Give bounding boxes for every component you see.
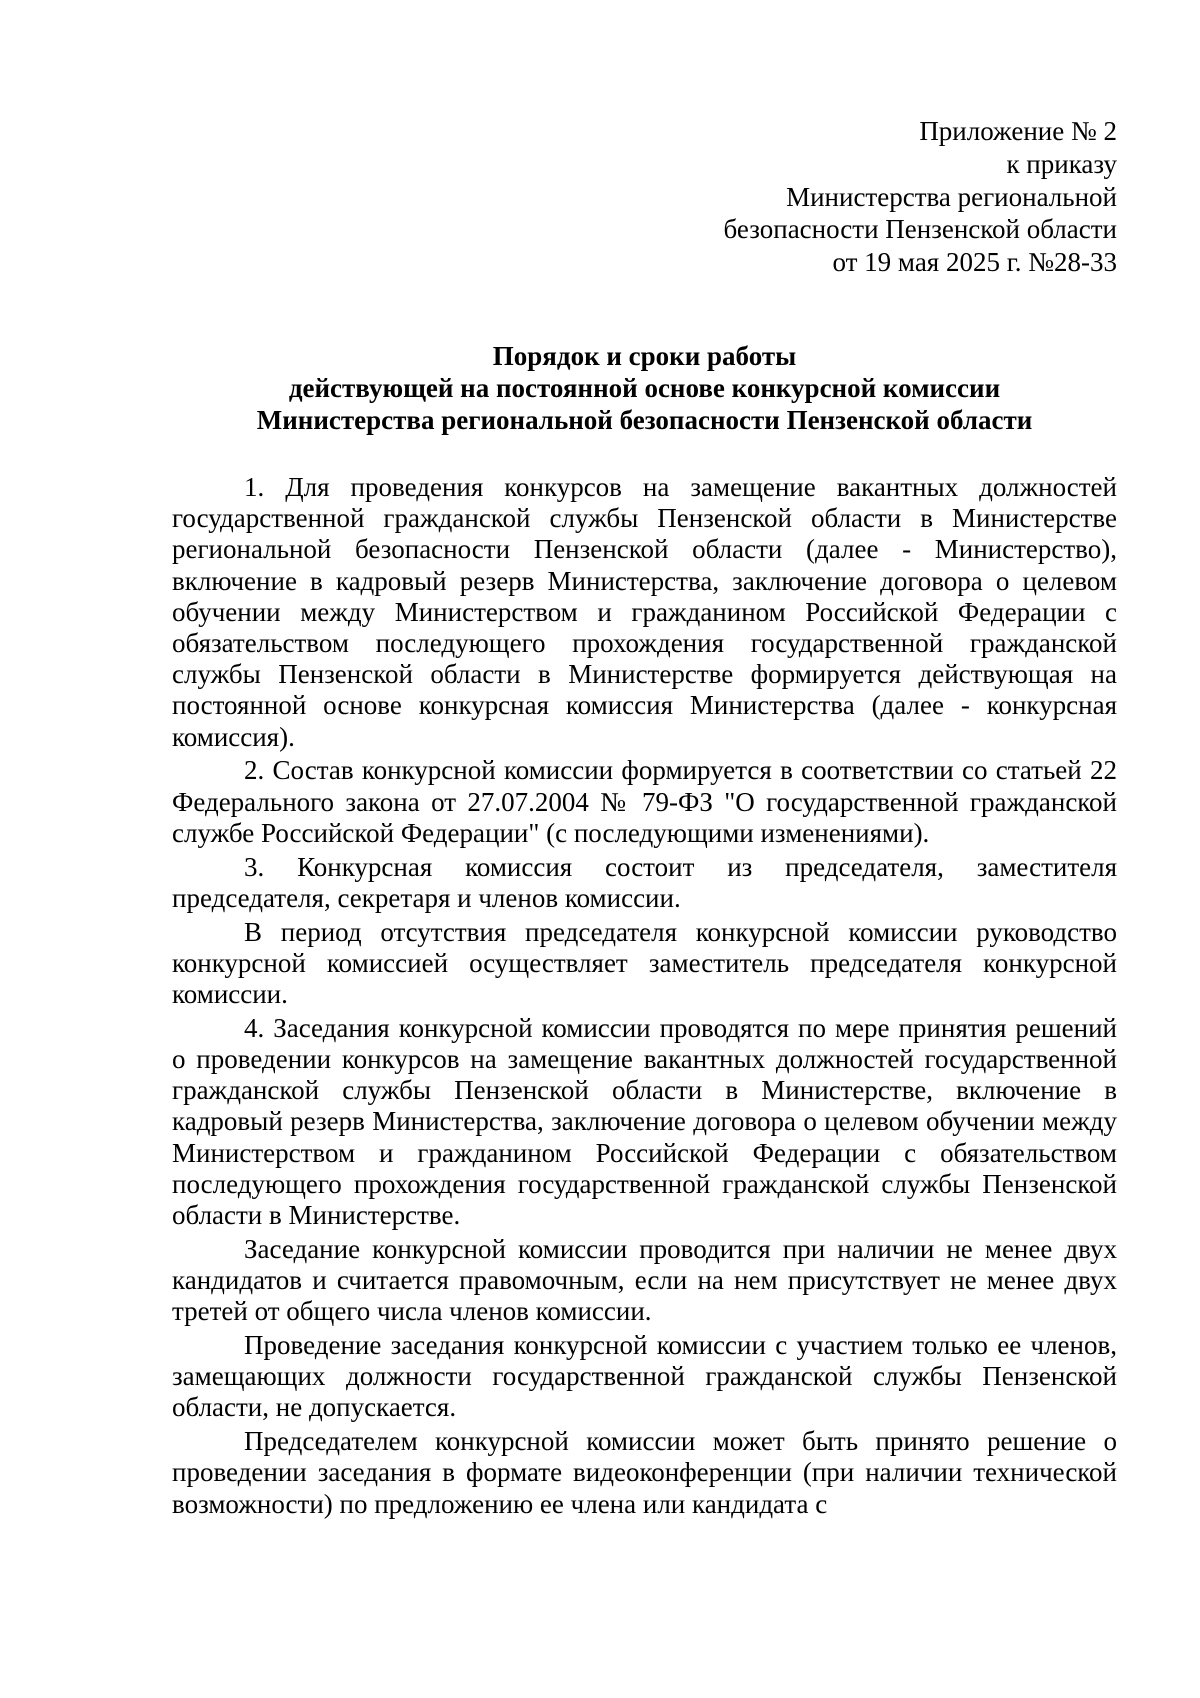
paragraph: В период отсутствия председателя конкурсной комиссии руководство конкурсной комиссией осуществляет заместитель председателя конкурсной комиссии. xyxy=(172,916,1117,1010)
paragraph: 2. Состав конкурсной комиссии формируется в соответствии со статьей 22 Федерального закона от 27.07.2004 № 79-ФЗ "О государственной гражданской службе Российской Федерации" (с последующими изменениями). xyxy=(172,755,1117,848)
document-title xyxy=(172,340,1117,436)
paragraph: Председателем конкурсной комиссии может быть принято решение о проведении заседания в формате видеоконференции (при наличии технической возможности) по предложению ее члена или кандидата с xyxy=(172,1426,1117,1519)
annex-line: к приказу xyxy=(1006,148,1117,179)
annex-header xyxy=(597,115,1117,279)
annex-line: от 19 мая 2025 г. №28-33 xyxy=(832,247,1117,278)
paragraph: 1. Для проведения конкурсов на замещение вакантных должностей государственной гражданской службы Пензенской области в Министерстве региональной безопасности Пензенской области (далее - Министерство), включение в кадровый резерв Министерства, заключение договора о целевом обучении между Министерством и гражданином Российской Федерации с обязательством последующего прохождения государственной гражданской службы Пензенской области в Министерстве формируется действующая на постоянной основе конкурсная комиссия Министерства (далее - конкурсная комиссия). xyxy=(172,472,1117,752)
annex-line: Министерства региональной xyxy=(786,181,1117,212)
annex-line: Приложение № 2 xyxy=(919,116,1117,146)
title-line: действующей на постоянной основе конкурсной комиссии xyxy=(288,373,1001,403)
paragraph: Заседание конкурсной комиссии проводится при наличии не менее двух кандидатов и считается правомочным, если на нем присутствует не менее двух третей от общего числа членов комиссии. xyxy=(172,1233,1117,1327)
annex-line: безопасности Пензенской области xyxy=(723,214,1117,245)
paragraph: Проведение заседания конкурсной комиссии с участием только ее членов, замещающих должности государственной гражданской службы Пензенской области, не допускается. xyxy=(172,1330,1117,1423)
title-line: Порядок и сроки работы xyxy=(492,341,797,371)
title-line: Министерства региональной безопасности Пензенской области xyxy=(256,405,1033,435)
paragraph: 4. Заседания конкурсной комиссии проводятся по мере принятия решений о проведении конкурсов на замещение вакантных должностей государственной гражданской службы Пензенской области в Министерстве, включение в кадровый резерв Министерства, заключение договора о целевом обучении между Министерством и гражданином Российской Федерации с обязательством последующего прохождения государственной гражданской службы Пензенской области в Министерстве. xyxy=(172,1012,1117,1231)
paragraph: 3. Конкурсная комиссия состоит из председателя, заместителя председателя, секретаря и членов комиссии. xyxy=(172,851,1117,913)
document-body xyxy=(172,472,1117,1520)
